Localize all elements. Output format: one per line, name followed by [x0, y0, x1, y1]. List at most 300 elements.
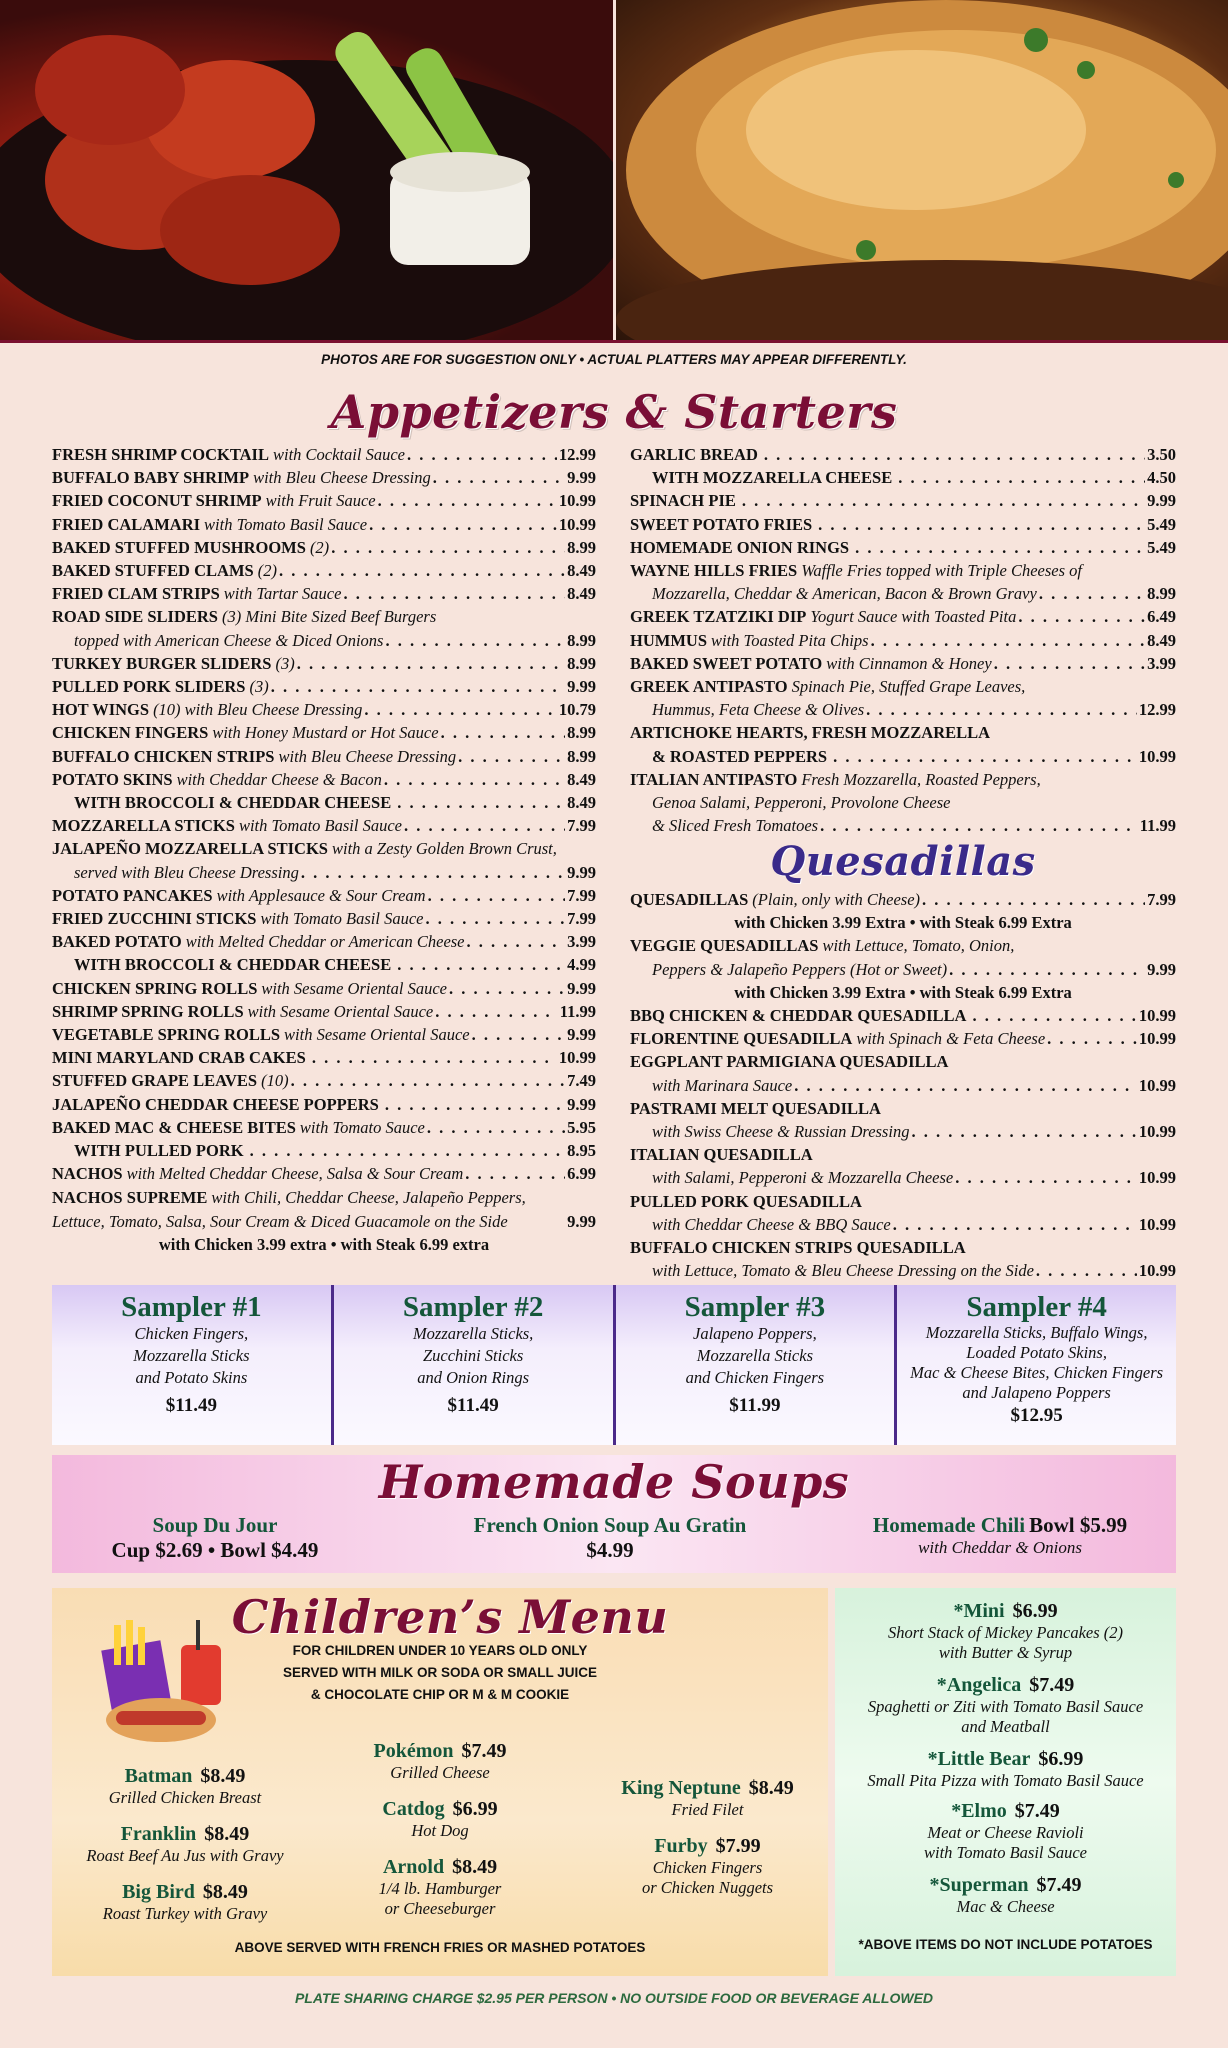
leader-dots: [833, 745, 1137, 768]
kids-item-elmo: *Elmo $7.49 Meat or Cheese Ravioli with Tomato Basil Sauce: [923, 1800, 1088, 1862]
leader-dots: [397, 791, 565, 814]
item-price: 10.99: [1138, 746, 1176, 766]
item-price: 8.99: [567, 653, 596, 673]
soups-title: Homemade Soups: [378, 1455, 850, 1509]
leader-dots: [433, 466, 565, 489]
list-item: [52, 1093, 596, 1116]
item-name: POTATO PANCAKES: [52, 885, 213, 905]
list-item: [52, 1116, 596, 1139]
item-name: EGGPLANT PARMIGIANA QUESADILLA: [630, 1052, 949, 1072]
item-price: 10.99: [1138, 1214, 1176, 1234]
item-name: ITALIAN QUESADILLA: [630, 1145, 813, 1165]
leader-dots: [898, 466, 1145, 489]
leader-dots: [1039, 582, 1145, 605]
item-name: SWEET POTATO FRIES: [630, 514, 813, 534]
list-item: [630, 1190, 1176, 1213]
leader-dots: [820, 814, 1138, 837]
item-price: 10.99: [1138, 1122, 1176, 1142]
list-item: [630, 536, 1176, 559]
item-price: 10.99: [558, 491, 596, 511]
list-item: [52, 791, 596, 814]
item-name: VEGGIE QUESADILLAS: [630, 936, 819, 956]
item-description: Spinach Pie, Stuffed Grape Leaves,: [791, 677, 1026, 697]
item-description: with Cinnamon & Honey: [826, 653, 992, 673]
item-name: NACHOS SUPREME: [52, 1187, 208, 1207]
item-description: (3) Mini Bite Sized Beef Burgers: [221, 607, 437, 627]
item-price: 7.49: [567, 1071, 596, 1091]
item-description: with Tomato Basil Sauce: [204, 514, 368, 534]
leader-dots: [866, 698, 1137, 721]
item-name: PULLED PORK QUESADILLA: [630, 1191, 862, 1211]
leader-dots: [855, 536, 1145, 559]
item-name: QUESADILLAS: [630, 890, 749, 909]
item-price: 10.99: [1138, 1261, 1176, 1281]
leader-dots: [271, 675, 565, 698]
leader-dots: [467, 930, 566, 953]
item-description: with Bleu Cheese Dressing: [253, 468, 431, 488]
item-description: with Chili, Cheddar Cheese, Jalapeño Peppers,: [211, 1187, 526, 1207]
item-description: (10): [261, 1071, 289, 1091]
item-price: 7.99: [567, 816, 596, 836]
list-item: [630, 513, 1176, 536]
item-description: Mozzarella, Cheddar & American, Bacon & Brown Gravy: [652, 584, 1037, 604]
item-description: Peppers & Jalapeño Peppers (Hot or Sweet): [652, 959, 948, 979]
kids-item-catdog: Catdog $6.99 Hot Dog: [382, 1798, 498, 1840]
list-item: [52, 652, 596, 675]
buffalo-wings-icon: [0, 0, 613, 340]
leader-dots: [922, 888, 1145, 911]
item-name: WITH BROCCOLI & CHEDDAR CHEESE: [74, 955, 392, 975]
leader-dots: [911, 1120, 1136, 1143]
list-item: [630, 443, 1176, 466]
item-description: & Sliced Fresh Tomatoes: [652, 816, 819, 836]
item-price: 9.99: [567, 677, 596, 697]
item-name: NACHOS: [52, 1164, 123, 1184]
item-price: 8.99: [567, 537, 596, 557]
list-item-extra: with Chicken 3.99 Extra • with Steak 6.99 Extra: [734, 982, 1072, 1002]
kids-item-angelica: *Angelica $7.49 Spaghetti or Ziti with Tomato Basil Sauce and Meatball: [867, 1674, 1144, 1736]
leader-dots: [250, 1139, 566, 1162]
item-price: 9.99: [567, 1094, 596, 1114]
sampler-2: Sampler #2 Mozzarella Sticks, Zucchini Sticks and Onion Rings $11.49: [334, 1285, 616, 1445]
leader-dots: [301, 861, 565, 884]
item-name: FRIED CLAM STRIPS: [52, 584, 220, 604]
item-description: with Salami, Pepperoni & Mozzarella Cheese: [652, 1168, 954, 1188]
item-description: with Cheddar Cheese & BBQ Sauce: [652, 1214, 891, 1234]
list-item: [630, 1074, 1176, 1097]
list-item: [52, 1139, 596, 1162]
list-item: [630, 1143, 1176, 1166]
item-name: FLORENTINE QUESADILLA: [630, 1029, 853, 1049]
list-item: [630, 1166, 1176, 1189]
item-price: 8.99: [567, 746, 596, 766]
item-price: 10.99: [558, 514, 596, 534]
list-item: [630, 1259, 1176, 1282]
item-description: (2): [257, 561, 277, 581]
item-price: 6.99: [567, 1164, 596, 1184]
leader-dots: [458, 745, 565, 768]
item-price: 8.95: [567, 1141, 596, 1161]
list-item: [630, 675, 1176, 698]
item-name: GREEK ANTIPASTO: [630, 677, 788, 697]
leader-dots: [955, 1166, 1137, 1189]
item-name: BAKED MAC & CHEESE BITES: [52, 1117, 296, 1137]
kids-menu-footnote: ABOVE SERVED WITH FRENCH FRIES OR MASHED POTATOES: [234, 1940, 646, 1955]
item-description: with Bleu Cheese Dressing: [278, 746, 457, 766]
item-name: BAKED POTATO: [52, 932, 182, 952]
list-item: [52, 559, 596, 582]
item-name: WAYNE HILLS FRIES: [630, 561, 798, 581]
list-item: [52, 1023, 596, 1046]
item-name: JALAPEÑO MOZZARELLA STICKS: [52, 839, 328, 859]
item-description: Waffle Fries topped with Triple Cheeses of: [801, 561, 1083, 581]
item-price: 8.99: [567, 723, 596, 743]
item-description: with Swiss Cheese & Russian Dressing: [652, 1122, 910, 1142]
item-price: 9.99: [567, 468, 596, 488]
leader-dots: [441, 721, 566, 744]
leader-dots: [378, 489, 557, 512]
list-item: [630, 958, 1176, 981]
leader-dots: [1047, 1027, 1137, 1050]
list-item: [52, 814, 596, 837]
kids-menu-title: Children’s Menu: [231, 1590, 669, 1644]
item-price: 9.99: [567, 862, 596, 882]
homemade-chili: Homemade Chili Bowl $5.99 with Cheddar & Onions: [872, 1513, 1128, 1557]
list-item: [52, 605, 596, 628]
leader-dots: [312, 1046, 557, 1069]
item-name: SPINACH PIE: [630, 491, 736, 511]
item-price: 12.99: [558, 445, 596, 464]
item-price: 12.99: [1138, 700, 1176, 720]
item-name: FRIED ZUCCHINI STICKS: [52, 909, 257, 929]
item-price: 11.99: [1139, 816, 1176, 836]
list-item: [630, 888, 1176, 911]
leader-dots: [291, 1069, 566, 1092]
item-price: 10.99: [1138, 1075, 1176, 1095]
item-price: 7.99: [1147, 890, 1176, 909]
item-description: with Tomato Sauce: [299, 1117, 425, 1137]
list-item: [52, 582, 596, 605]
item-price: 10.99: [1138, 1006, 1176, 1026]
list-item: [52, 466, 596, 489]
list-item: Lettuce, Tomato, Salsa, Sour Cream & Diced Guacamole on the Side 9.99: [52, 1212, 596, 1231]
item-description: (Plain, only with Cheese): [752, 890, 921, 909]
leader-dots: [764, 443, 1145, 466]
item-name: POTATO SKINS: [52, 769, 173, 789]
item-name: & ROASTED PEPPERS: [652, 746, 828, 766]
leader-dots: [279, 559, 565, 582]
leader-dots: [385, 1093, 565, 1116]
leader-dots: [428, 884, 566, 907]
item-description: with Toasted Pita Chips: [711, 630, 869, 650]
item-description: with Spinach & Feta Cheese: [856, 1029, 1046, 1049]
list-item: [630, 1004, 1176, 1027]
item-price: 8.49: [1147, 630, 1176, 650]
item-name: PASTRAMI MELT QUESADILLA: [630, 1098, 881, 1118]
list-item: [630, 768, 1176, 791]
list-item: [630, 582, 1176, 605]
list-item: [630, 652, 1176, 675]
list-item: [52, 536, 596, 559]
list-item: [630, 1097, 1176, 1120]
item-description: Genoa Salami, Pepperoni, Provolone Cheese: [652, 793, 951, 813]
list-item: [630, 629, 1176, 652]
item-description: with Sesame Oriental Sauce: [261, 978, 447, 998]
leader-dots: [994, 652, 1145, 675]
list-item: [52, 721, 596, 744]
item-name: WITH BROCCOLI & CHEDDAR CHEESE: [74, 793, 392, 813]
leader-dots: [385, 629, 565, 652]
kids-item-king-neptune: King Neptune $8.49 Fried Filet: [621, 1777, 794, 1819]
item-description: served with Bleu Cheese Dressing: [74, 862, 299, 882]
list-item: [52, 675, 596, 698]
item-price: 3.99: [1147, 653, 1176, 673]
item-price: 9.99: [1147, 491, 1176, 511]
item-price: 7.99: [567, 909, 596, 929]
item-price: 6.49: [1147, 607, 1176, 627]
kids-item-furby: Furby $7.99 Chicken Fingers or Chicken Nuggets: [641, 1835, 774, 1897]
item-name: PULLED PORK SLIDERS: [52, 677, 246, 697]
soup-du-jour: Soup Du Jour Cup $2.69 • Bowl $4.49: [111, 1513, 319, 1562]
item-description: with Sesame Oriental Sauce: [284, 1025, 470, 1045]
item-price: 8.99: [1147, 584, 1176, 604]
item-name: MOZZARELLA STICKS: [52, 816, 235, 836]
item-description: with Marinara Sauce: [652, 1075, 793, 1095]
item-price: 9.99: [567, 978, 596, 998]
kids-menu-note: FOR CHILDREN UNDER 10 YEARS OLD ONLY SERVED WITH MILK OR SODA OR SMALL JUICE & CHOCOLATE CHIP OR M & M COOKIE: [282, 1643, 598, 1702]
item-description: with Tartar Sauce: [223, 584, 342, 604]
item-price: 9.99: [567, 1025, 596, 1045]
item-description: Yogurt Sauce with Toasted Pita: [810, 607, 1017, 627]
item-name: CHICKEN SPRING ROLLS: [52, 978, 258, 998]
item-name: HOMEMADE ONION RINGS: [630, 537, 850, 557]
leader-dots: [893, 1213, 1137, 1236]
list-item: [52, 1162, 596, 1185]
item-name: SHRIMP SPRING ROLLS: [52, 1001, 244, 1021]
leader-dots: [794, 1074, 1137, 1097]
item-description: with Melted Cheddar Cheese, Salsa & Sour Cream: [126, 1164, 464, 1184]
list-item: [630, 605, 1176, 628]
item-name: WITH PULLED PORK: [74, 1141, 244, 1161]
item-price: 9.99: [1147, 959, 1176, 979]
sampler-1: Sampler #1 Chicken Fingers, Mozzarella Sticks and Potato Skins $11.49: [52, 1285, 334, 1445]
item-price: 11.99: [559, 1001, 596, 1021]
list-item: [52, 768, 596, 791]
kids-item-arnold: Arnold $8.49 1/4 lb. Hamburger or Cheeseburger: [378, 1856, 502, 1918]
kids-item-pokemon: Pokémon $7.49 Grilled Cheese: [373, 1740, 507, 1782]
item-name: ROAD SIDE SLIDERS: [52, 607, 218, 627]
item-name: VEGETABLE SPRING ROLLS: [52, 1025, 281, 1045]
item-description: Fresh Mozzarella, Roasted Peppers,: [801, 769, 1041, 789]
leader-dots: [818, 513, 1145, 536]
item-price: 3.50: [1147, 445, 1176, 464]
list-item: [630, 698, 1176, 721]
list-item: [52, 745, 596, 768]
item-price: 4.50: [1147, 468, 1176, 488]
item-description: with Cocktail Sauce: [272, 445, 405, 464]
leader-dots: [1018, 605, 1145, 628]
item-description: with a Zesty Golden Brown Crust,: [331, 839, 557, 859]
list-item: [52, 1000, 596, 1023]
list-item: [52, 1186, 596, 1209]
item-name: JALAPEÑO CHEDDAR CHEESE POPPERS: [52, 1094, 379, 1114]
item-description: with Applesauce & Sour Cream: [216, 885, 426, 905]
item-name: FRIED COCONUT SHRIMP: [52, 491, 262, 511]
list-item: [52, 443, 596, 466]
item-description: with Lettuce, Tomato, Onion,: [822, 936, 1015, 956]
french-onion-soup: French Onion Soup Au Gratin $4.99: [473, 1513, 747, 1562]
leader-dots: [465, 1162, 565, 1185]
item-name: GARLIC BREAD: [630, 445, 758, 464]
list-item: [630, 1027, 1176, 1050]
item-name: BAKED STUFFED CLAMS: [52, 561, 254, 581]
item-description: with Honey Mustard or Hot Sauce: [212, 723, 439, 743]
header-photos: [0, 0, 1228, 343]
item-price: 10.99: [1138, 1029, 1176, 1049]
item-name: MINI MARYLAND CRAB CAKES: [52, 1048, 306, 1068]
list-item: [630, 934, 1176, 957]
item-name: FRIED CALAMARI: [52, 514, 201, 534]
item-description: Hummus, Feta Cheese & Olives: [652, 700, 865, 720]
item-price: 10.99: [1138, 1168, 1176, 1188]
leader-dots: [472, 1023, 566, 1046]
list-item: [52, 953, 596, 976]
list-item: [52, 861, 596, 884]
item-name: HUMMUS: [630, 630, 707, 650]
list-item: [52, 489, 596, 512]
item-name: FRESH SHRIMP COCKTAIL: [52, 445, 269, 464]
leader-dots: [426, 907, 566, 930]
leader-dots: [404, 814, 565, 837]
list-item: [630, 791, 1176, 814]
leader-dots: [364, 698, 557, 721]
item-name: ARTICHOKE HEARTS, FRESH MOZZARELLA: [630, 723, 991, 743]
item-price: 5.49: [1147, 537, 1176, 557]
leader-dots: [397, 953, 565, 976]
item-name: STUFFED GRAPE LEAVES: [52, 1071, 258, 1091]
item-name: BAKED SWEET POTATO: [630, 653, 823, 673]
item-description: (3): [275, 653, 295, 673]
item-name: BAKED STUFFED MUSHROOMS: [52, 537, 306, 557]
item-description: with Lettuce, Tomato & Bleu Cheese Dressing on the Side: [652, 1261, 1034, 1281]
list-item: [630, 745, 1176, 768]
list-item: [630, 489, 1176, 512]
appetizers-right-column: [630, 443, 1176, 837]
item-name: WITH MOZZARELLA CHEESE: [652, 468, 893, 488]
kids-item-superman: *Superman $7.49 Mac & Cheese: [929, 1874, 1082, 1916]
leader-dots: [369, 513, 557, 536]
item-price: 3.99: [567, 932, 596, 952]
item-price: 8.49: [567, 793, 596, 813]
leader-dots: [435, 1000, 558, 1023]
item-price: 8.49: [567, 561, 596, 581]
kids-item-little-bear: *Little Bear $6.99 Small Pita Pizza with Tomato Basil Sauce: [867, 1748, 1144, 1790]
item-price: 8.49: [567, 584, 596, 604]
item-description: topped with American Cheese & Diced Onions: [74, 630, 384, 650]
list-item: [52, 1069, 596, 1092]
leader-dots: [949, 958, 1145, 981]
item-description: with Fruit Sauce: [265, 491, 376, 511]
item-price: 8.49: [567, 769, 596, 789]
sampler-3: Sampler #3 Jalapeno Poppers, Mozzarella Sticks and Chicken Fingers $11.99: [616, 1285, 898, 1445]
appetizers-left-column: [52, 443, 596, 1209]
list-item: [52, 907, 596, 930]
item-price: 10.79: [558, 700, 596, 720]
leader-dots: [742, 489, 1145, 512]
list-item: [52, 837, 596, 860]
item-description: (10) with Bleu Cheese Dressing: [153, 700, 363, 720]
leader-dots: [297, 652, 565, 675]
kids-item-big-bird: Big Bird $8.49 Roast Turkey with Gravy: [102, 1881, 268, 1923]
list-item: [630, 1213, 1176, 1236]
item-name: HOT WINGS: [52, 700, 150, 720]
list-item: [52, 698, 596, 721]
item-price: 7.99: [567, 885, 596, 905]
item-name: BUFFALO CHICKEN STRIPS: [52, 746, 275, 766]
item-description: with Tomato Basil Sauce: [238, 816, 402, 836]
leader-dots: [331, 536, 565, 559]
french-onion-soup-icon: [616, 0, 1228, 340]
item-price: 8.99: [567, 630, 596, 650]
item-price: 5.49: [1147, 514, 1176, 534]
list-item: [630, 559, 1176, 582]
leader-dots: [1036, 1259, 1137, 1282]
list-item: [630, 1050, 1176, 1073]
page-footer: PLATE SHARING CHARGE $2.95 PER PERSON • NO OUTSIDE FOOD OR BEVERAGE ALLOWED: [294, 1990, 934, 2006]
item-price: 4.99: [567, 955, 596, 975]
item-description: with Melted Cheddar or American Cheese: [185, 932, 465, 952]
item-price: 10.99: [558, 1048, 596, 1068]
leader-dots: [343, 582, 565, 605]
item-name: ITALIAN ANTIPASTO: [630, 769, 798, 789]
kids-item-batman: Batman $8.49 Grilled Chicken Breast: [108, 1765, 262, 1807]
item-description: (3): [249, 677, 269, 697]
item-description: with Sesame Oriental Sauce: [247, 1001, 434, 1021]
list-item: [630, 1120, 1176, 1143]
list-item: [52, 1046, 596, 1069]
item-name: CHICKEN FINGERS: [52, 723, 209, 743]
leader-dots: [427, 1116, 565, 1139]
list-item: [630, 721, 1176, 744]
leader-dots: [449, 977, 565, 1000]
list-item: [630, 1236, 1176, 1259]
list-item: [52, 629, 596, 652]
item-name: BUFFALO BABY SHRIMP: [52, 468, 250, 488]
leader-dots: [871, 629, 1146, 652]
list-item: [630, 466, 1176, 489]
quesadillas-column: [630, 888, 1176, 1282]
samplers-panel: [52, 1285, 1176, 1445]
photo-disclaimer: PHOTOS ARE FOR SUGGESTION ONLY • ACTUAL PLATTERS MAY APPEAR DIFFERENTLY.: [321, 352, 907, 367]
item-price: 5.95: [567, 1117, 596, 1137]
appetizers-title: Appetizers & Starters: [330, 385, 898, 439]
item-description: (2): [309, 537, 330, 557]
list-item: [52, 513, 596, 536]
list-item: [630, 814, 1176, 837]
list-item-extra: with Chicken 3.99 Extra • with Steak 6.99 Extra: [734, 913, 1072, 933]
leader-dots: [972, 1004, 1136, 1027]
wings-photo: [0, 0, 613, 340]
leader-dots: [384, 768, 565, 791]
list-item: [52, 930, 596, 953]
item-name: TURKEY BURGER SLIDERS: [52, 653, 272, 673]
leader-dots: [407, 443, 557, 466]
kids-item-mini: *Mini $6.99 Short Stack of Mickey Pancakes (2) with Butter & Syrup: [887, 1600, 1124, 1662]
item-name: BUFFALO CHICKEN STRIPS QUESADILLA: [630, 1238, 966, 1258]
nachos-supreme-extra: Lettuce, Tomato, Salsa, Sour Cream & Diced Guacamole on the Side 9.99 with Chicken 3.99 extra • with Steak 6.99 extra: [52, 1212, 596, 1255]
soup-photo: [616, 0, 1228, 340]
list-item: [52, 977, 596, 1000]
